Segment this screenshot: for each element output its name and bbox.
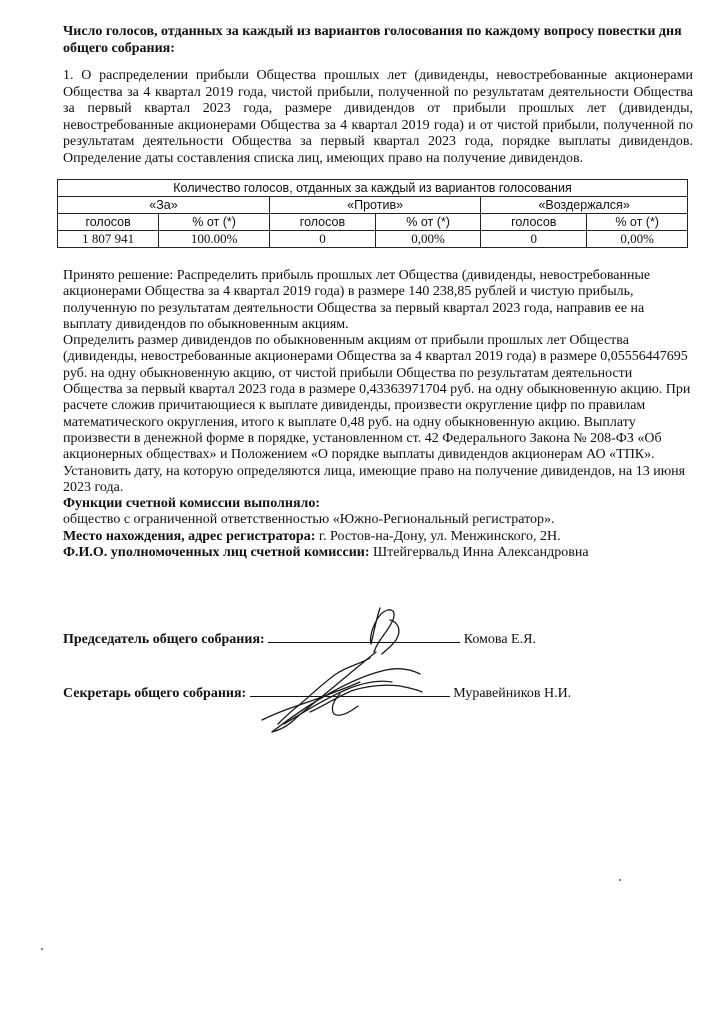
col-votes: голосов [269, 214, 375, 231]
col-percent: % от (*) [159, 214, 270, 231]
decision-paragraph-2: Определить размер дивидендов по обыкновенным акциям от прибыли прошлых лет Общества (дивиденды, невостребованные акционерами Общества за 4 квартал 2019 года) в размере 0,05556447695 руб. на одну обыкновенную акцию, от чистой прибыли Общества по результатам деятельности Общества за первый квартал 2023 года в размере 0,43363971704 руб. на одну обыкновенную акцию. При расчете сложив причитающиеся к выплате дивиденды, произвести округление цифр по правилам математического округления, итого к выплате 0,48 руб. на одну обыкновенную акцию. Выплату произвести в денежной форме в порядке, установленном ст. 42 Федерального Закона № 208-ФЗ «Об акционерных обществах» и Положением «О порядке выплаты дивидендов акционерам АО «ТПК». Установить дату, на которую определяются лица, имеющие право на получение дивидендов, на 13 июня 2023 года. [63, 333, 691, 495]
chair-label: Председатель общего собрания: [63, 632, 265, 647]
decision-block [63, 268, 691, 561]
abstain-percent-value: 0,00% [587, 231, 688, 248]
group-abstain: «Воздержался» [481, 197, 688, 214]
table-title-row [58, 180, 688, 197]
against-percent-value: 0,00% [375, 231, 480, 248]
scan-speck [41, 948, 43, 950]
table-title: Количество голосов, отданных за каждый из вариантов голосования [58, 180, 688, 197]
scan-speck [619, 879, 621, 881]
table-header-row [58, 214, 688, 231]
secretary-name: Муравейников Н.И. [453, 686, 572, 701]
table-group-row [58, 197, 688, 214]
against-votes-value: 0 [269, 231, 375, 248]
table-row [58, 231, 688, 248]
col-percent: % от (*) [375, 214, 480, 231]
chair-name: Комова Е.Я. [463, 632, 536, 647]
abstain-votes-value: 0 [481, 231, 587, 248]
commission-persons-label: Ф.И.О. уполномоченных лиц счетной комиссии: [63, 545, 370, 561]
group-against: «Против» [269, 197, 480, 214]
registrar-address-value: г. Ростов-на-Дону, ул. Менжинского, 2Н. [318, 528, 561, 544]
secretary-label: Секретарь общего собрания: [63, 686, 247, 701]
col-votes: голосов [481, 214, 587, 231]
registrar-address [63, 529, 691, 545]
commission-persons [63, 545, 691, 561]
commission-functions-label: Функции счетной комиссии выполняло: [63, 496, 321, 512]
decision-paragraph-1: Принято решение: Распределить прибыль прошлых лет Общества (дивиденды, невостребованные акционерами Общества за 4 квартал 2019 года) в размере 140 238,85 рублей и чистую прибыль, полученную по результатам деятельности Общества за первый квартал 2023 года, направив ее на выплату дивидендов по обыкновенным акциям. [63, 268, 651, 332]
votes-table [57, 179, 688, 248]
commission-functions [63, 496, 691, 512]
registrar-address-label: Место нахождения, адрес регистратора: [63, 528, 316, 544]
col-percent: % от (*) [587, 214, 688, 231]
commission-persons-value: Штейгервальд Инна Александровна [372, 545, 589, 561]
for-percent-value: 100.00% [159, 231, 270, 248]
handwritten-signature [250, 600, 450, 740]
group-for: «За» [58, 197, 270, 214]
col-votes: голосов [58, 214, 159, 231]
for-votes-value: 1 807 941 [58, 231, 159, 248]
votes-heading: Число голосов, отданных за каждый из вариантов голосования по каждому вопросу повестки дня общего собрания: [63, 24, 682, 56]
commission-functions-text: общество с ограниченной ответственностью «Южно-Региональный регистратор». [63, 512, 555, 528]
agenda-question-1: 1. О распределении прибыли Общества прошлых лет (дивиденды, невостребованные акционерами Общества за 4 квартал 2019 года, чистой прибыли, полученной по результатам деятельности Общества за первый квартал 2023 года, размере дивидендов от прибыли прошлых лет (дивиденды, невостребованные акционерами Общества за 4 квартал 2019 года) и от чистой прибыли, полученной по результатам деятельности Общества за первый квартал 2023 года, порядке выплаты дивидендов. Определение даты составления списка лиц, имеющих право на получение дивидендов. [63, 68, 693, 166]
